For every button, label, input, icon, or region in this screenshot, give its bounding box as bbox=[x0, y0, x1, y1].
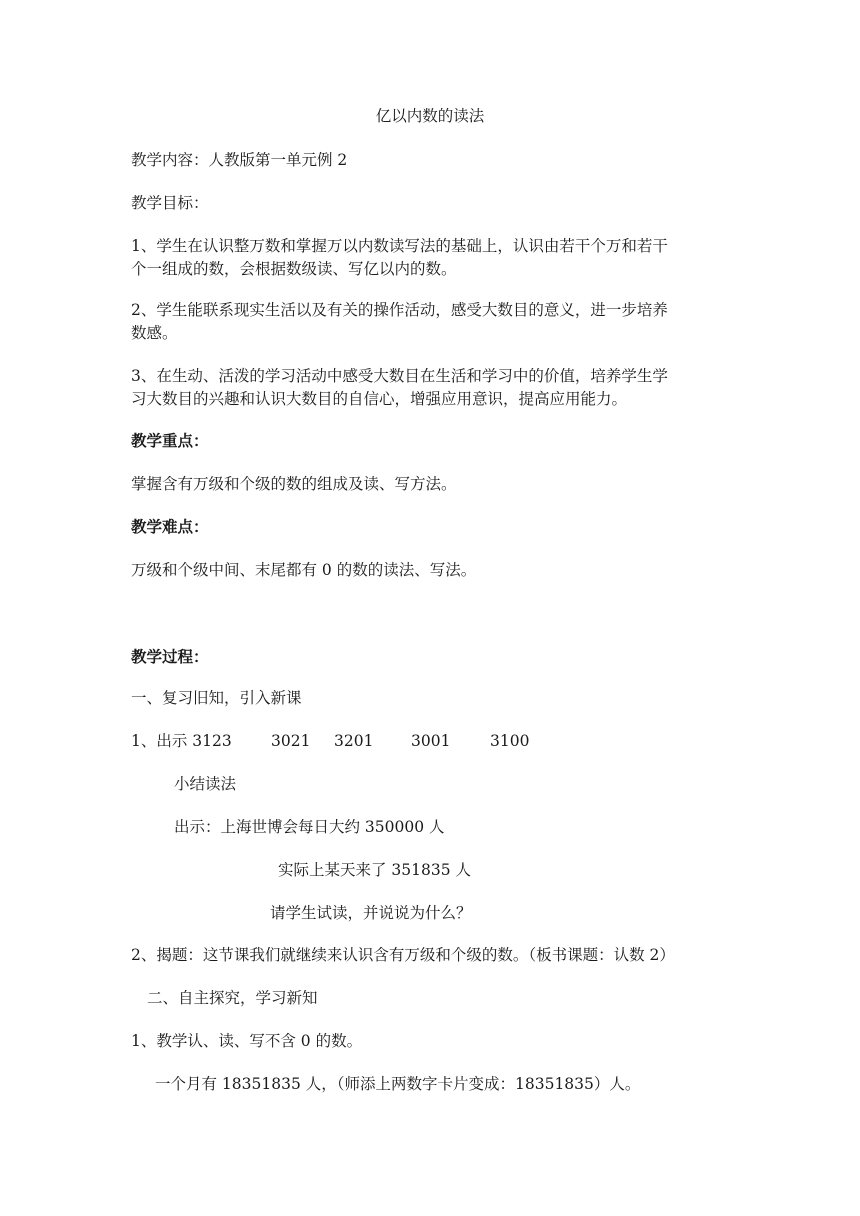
objective-2-line-2: 数感。 bbox=[131, 324, 178, 342]
show-numbers-line bbox=[131, 731, 530, 751]
objectives-heading: 教学目标： bbox=[131, 194, 209, 212]
objective-3-line-1: 3、在生动、活泼的学习活动中感受大数目在生活和学习中的价值，培养学生学 bbox=[131, 367, 668, 385]
objective-1-line-1: 1、学生在认识整万数和掌握万以内数读写法的基础上，认识由若干个万和若干 bbox=[131, 237, 668, 255]
difficulty-heading: 教学难点： bbox=[131, 517, 209, 536]
number-item: 3021 bbox=[271, 732, 311, 750]
actual-line: 实际上某天来了 351835 人 bbox=[278, 861, 472, 879]
number-item: 3201 bbox=[334, 732, 374, 750]
process-heading: 教学过程： bbox=[131, 647, 209, 666]
number-item: 3001 bbox=[411, 732, 451, 750]
month-line: 一个月有 18351835 人，（师添上两数字卡片变成：18351835）人。 bbox=[155, 1075, 641, 1093]
teach-1-line: 1、教学认、读、写不含 0 的数。 bbox=[131, 1032, 363, 1050]
ask-line: 请学生试读，并说说为什么？ bbox=[270, 904, 472, 922]
teaching-content: 教学内容：人教版第一单元例 2 bbox=[131, 151, 348, 169]
objective-2-line-1: 2、学生能联系现实生活以及有关的操作活动，感受大数目的意义，进一步培养 bbox=[131, 301, 668, 319]
reveal-topic-line: 2、揭题：这节课我们就继续来认识含有万级和个级的数。（板书课题：认数 2） bbox=[131, 946, 675, 964]
number-item: 3100 bbox=[490, 732, 530, 750]
difficulty-text: 万级和个级中间、末尾都有 0 的数的读法、写法。 bbox=[131, 561, 477, 579]
section-2-heading: 二、自主探究，学习新知 bbox=[147, 989, 318, 1007]
key-points-text: 掌握含有万级和个级的数的组成及读、写方法。 bbox=[131, 475, 457, 493]
key-points-heading: 教学重点： bbox=[131, 431, 209, 450]
document-title: 亿以内数的读法 bbox=[375, 107, 485, 125]
objective-1-line-2: 个一组成的数，会根据数级读、写亿以内的数。 bbox=[131, 260, 457, 278]
show-prefix: 1、出示 3123 bbox=[131, 732, 232, 750]
summary-text: 小结读法 bbox=[174, 775, 237, 793]
expo-line: 出示：上海世博会每日大约 350000 人 bbox=[174, 818, 445, 836]
objective-3-line-2: 习大数目的兴趣和认识大数目的自信心，增强应用意识，提高应用能力。 bbox=[131, 390, 628, 408]
section-1-heading: 一、复习旧知，引入新课 bbox=[131, 689, 302, 707]
